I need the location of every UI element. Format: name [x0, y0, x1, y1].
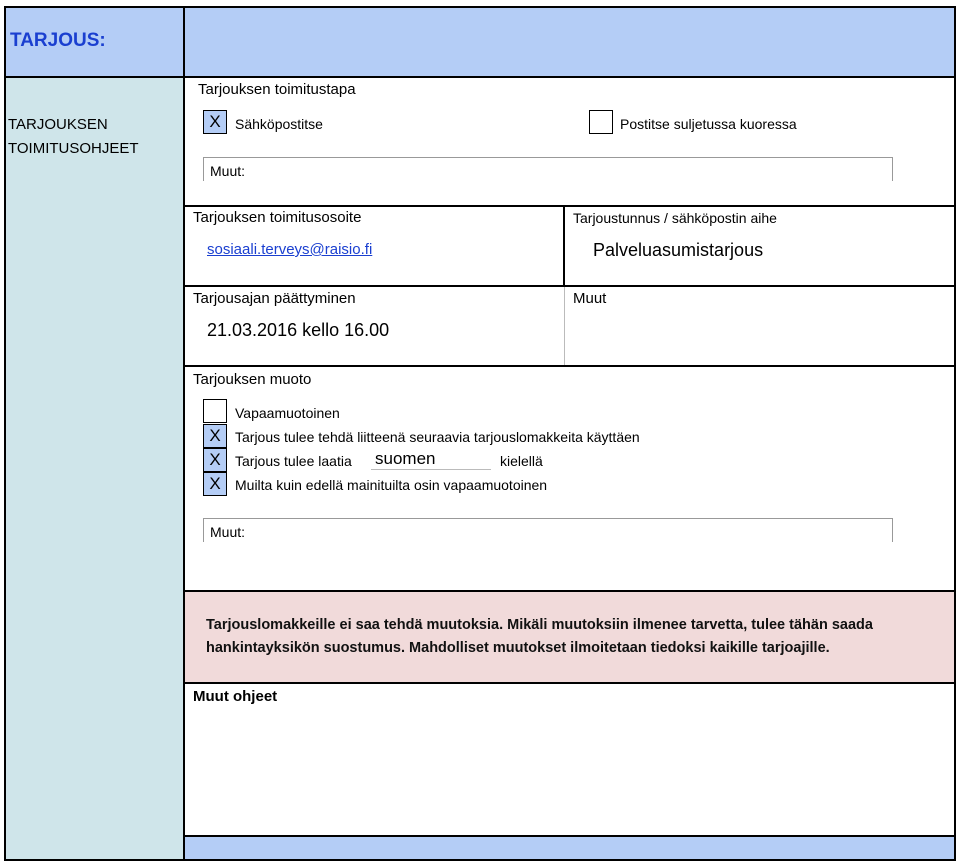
email-checkbox[interactable]: X: [203, 110, 227, 134]
delivery-other-field[interactable]: [203, 157, 893, 181]
address-email-link[interactable]: sosiaali.terveys@raisio.fi: [207, 241, 373, 258]
notice-line2: hankintayksikön suostumus. Mahdolliset muutokset ilmoitetaan tiedoksi kaikille tarjoajille.: [206, 640, 830, 656]
form-option-checkbox-freeform[interactable]: [203, 399, 227, 423]
form-option-checkbox-partial[interactable]: X: [203, 472, 227, 496]
deadline-value: 21.03.2016 kello 16.00: [207, 320, 390, 340]
notice-line1: Tarjouslomakkeille ei saa tehdä muutoksia. Mikäli muutoksiin ilmenee tarvetta, tulee tähän saada: [206, 617, 873, 633]
side-label-line2: TOIMITUSOHJEET: [8, 140, 139, 157]
subject-heading: Tarjoustunnus / sähköpostin aihe: [573, 210, 777, 226]
form-option-checkbox-templates[interactable]: X: [203, 424, 227, 448]
divider: [185, 285, 954, 287]
form-option-label-partial: Muilta kuin edellä mainituilta osin vapaamuotoinen: [235, 477, 548, 493]
divider: [564, 287, 565, 365]
form-heading: Tarjouksen muoto: [193, 371, 312, 388]
email-label: Sähköpostitse: [235, 116, 323, 132]
post-checkbox[interactable]: [589, 110, 613, 134]
divider: [185, 365, 954, 367]
form-option-label-templates: Tarjous tulee tehdä liitteenä seuraavia tarjouslomakkeita käyttäen: [235, 429, 640, 445]
page-title: TARJOUS:: [10, 30, 106, 51]
side-section-label: [8, 113, 139, 161]
subject-value: Palveluasumistarjous: [593, 240, 764, 260]
divider: [185, 205, 954, 207]
form-option-label-language-suffix: kielellä: [500, 453, 543, 469]
post-label: Postitse suljetussa kuoressa: [620, 116, 797, 132]
form-other-field[interactable]: [203, 518, 893, 542]
delivery-heading: Tarjouksen toimitustapa: [198, 81, 356, 98]
form-option-label-language: Tarjous tulee laatia: [235, 453, 352, 469]
form-option-label-freeform: Vapaamuotoinen: [235, 405, 340, 421]
other-heading: Muut: [573, 290, 607, 307]
language-field[interactable]: suomen: [371, 450, 491, 470]
deadline-heading: Tarjousajan päättyminen: [193, 290, 356, 307]
divider: [563, 205, 565, 285]
other-instructions-heading: Muut ohjeet: [193, 688, 278, 705]
address-heading: Tarjouksen toimitusosoite: [193, 209, 362, 226]
form-other-label: Muut:: [210, 524, 246, 540]
notice-text: [206, 614, 926, 660]
form-option-checkbox-language[interactable]: X: [203, 448, 227, 472]
side-label-line1: TARJOUKSEN: [8, 116, 108, 133]
delivery-other-label: Muut:: [210, 163, 246, 179]
